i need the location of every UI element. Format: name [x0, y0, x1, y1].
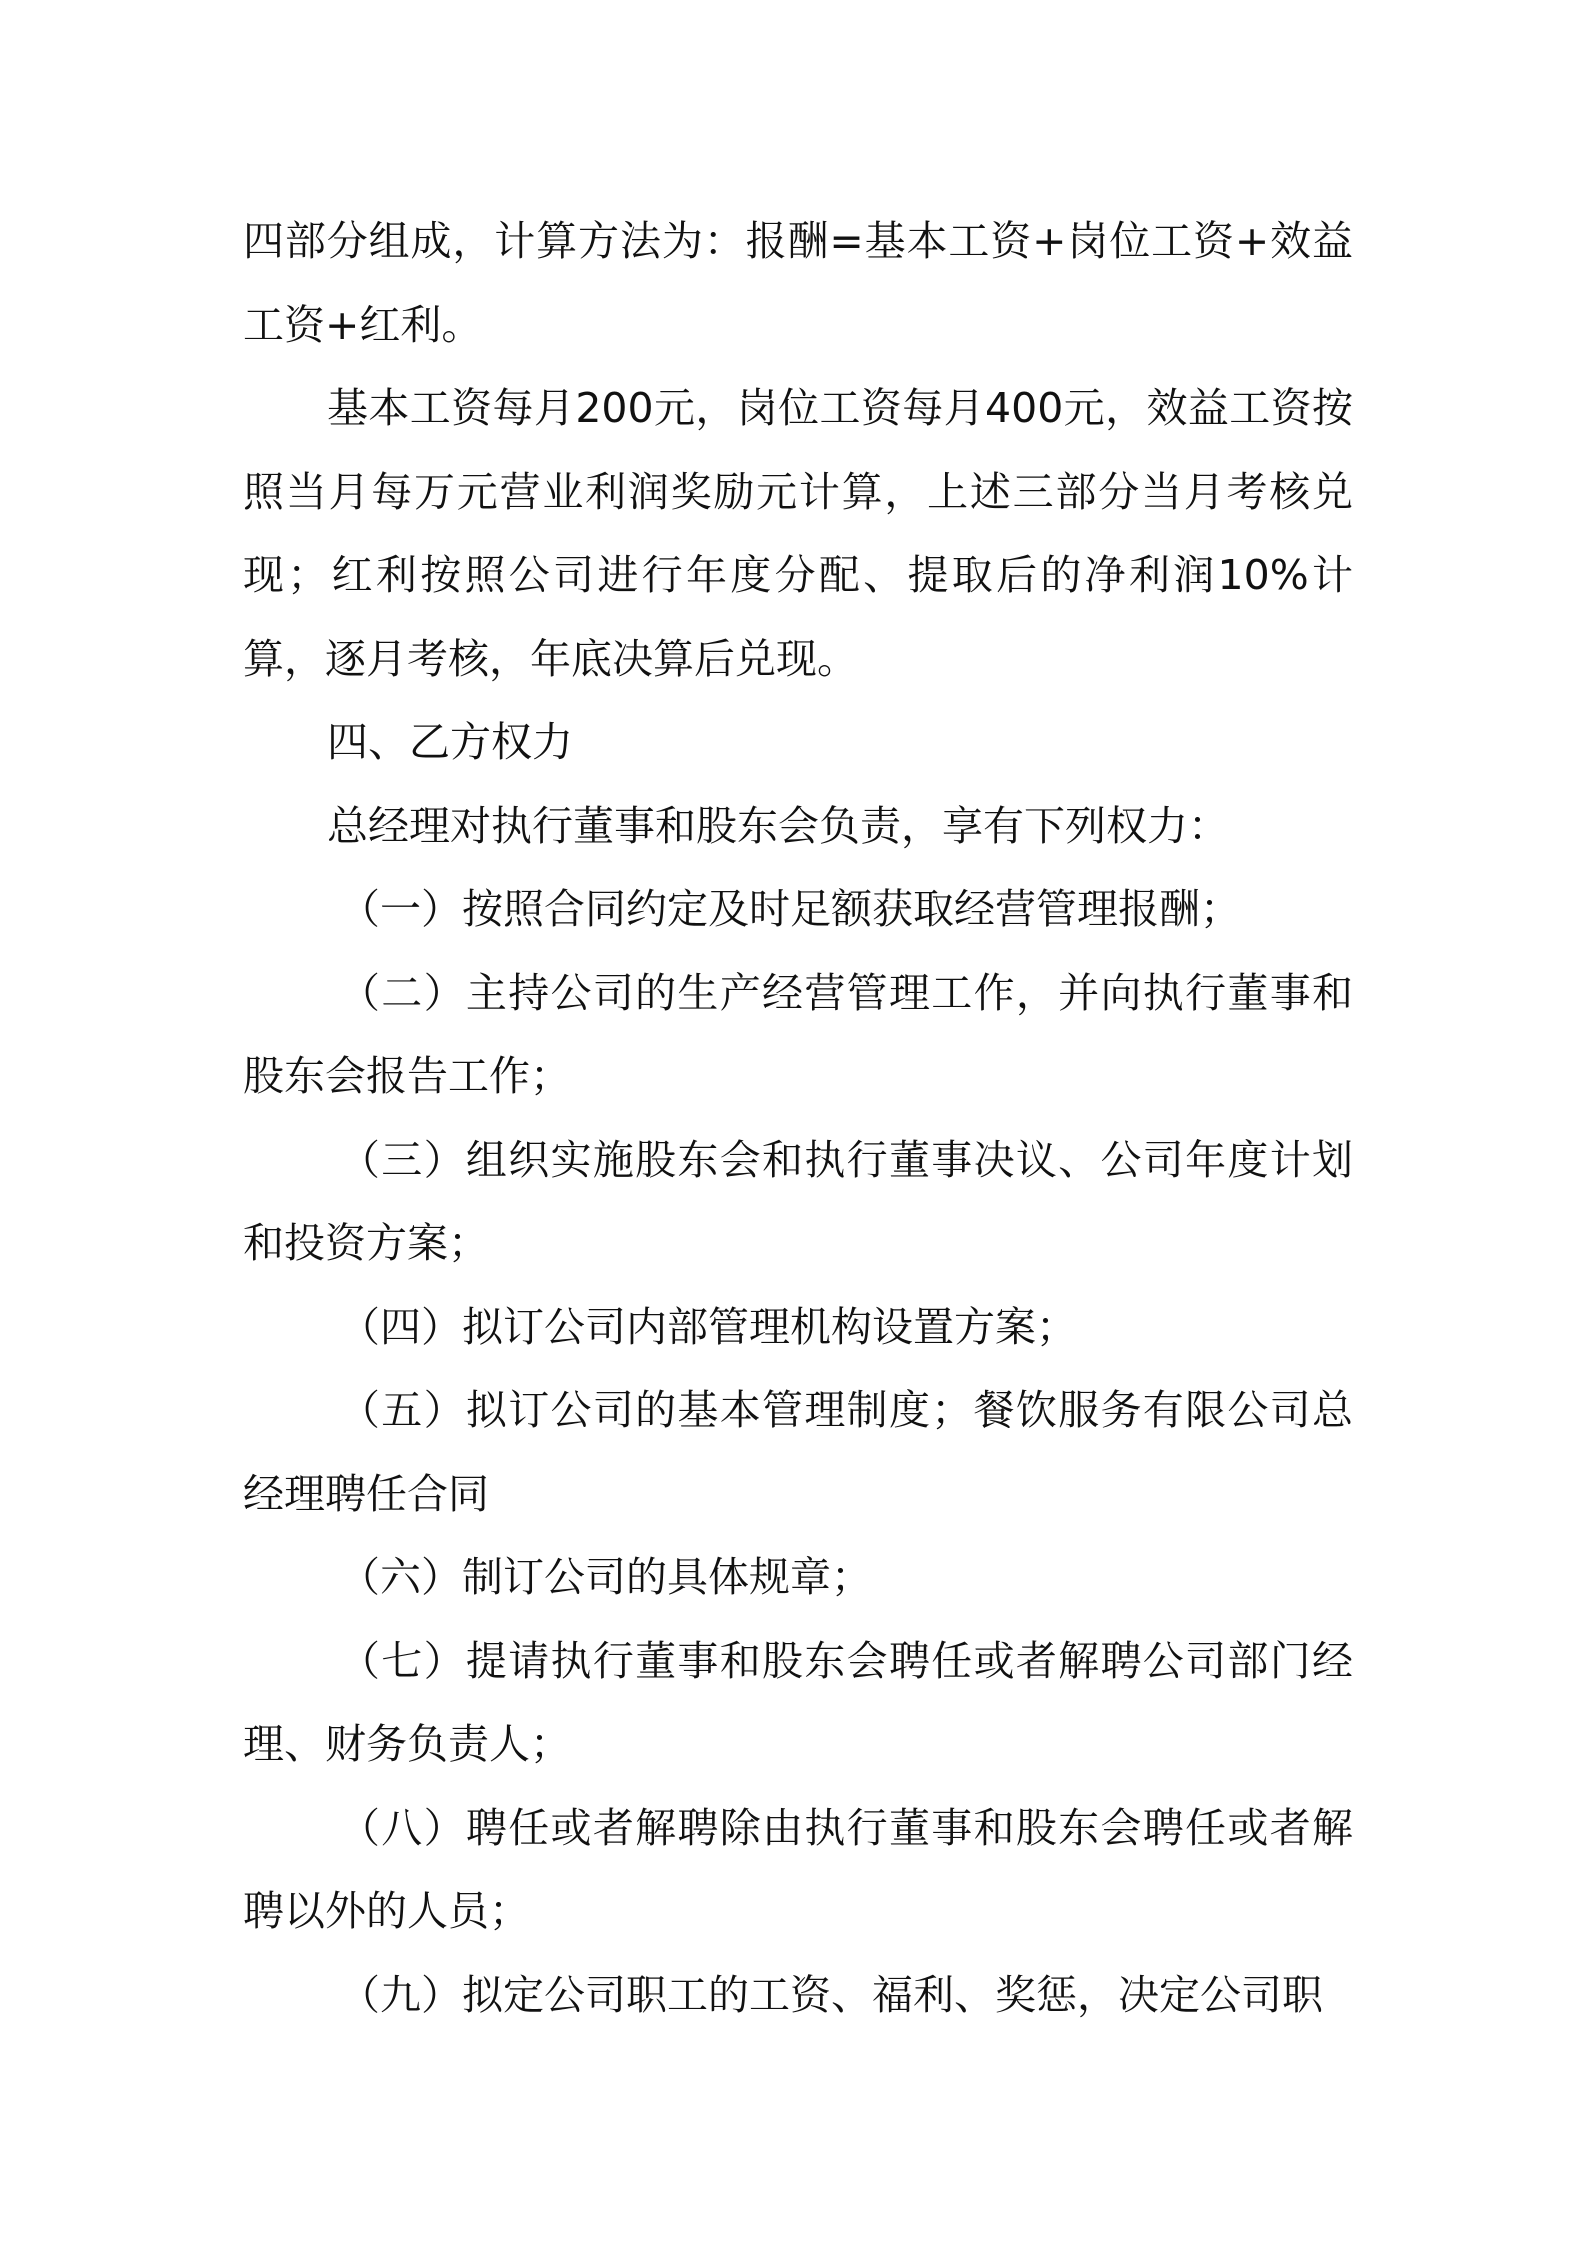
list-item-7: （七）提请执行董事和股东会聘任或者解聘公司部门经理、财务负责人； [243, 1636, 1353, 1768]
paragraph-rights-intro: 总经理对执行董事和股东会负责，享有下列权力： [327, 801, 1229, 850]
list-item-9: （九）拟定公司职工的工资、福利、奖惩，决定公司职 [339, 1970, 1323, 2019]
paragraph-salary-details: 基本工资每月200元，岗位工资每月400元，效益工资按照当月每万元营业利润奖励元计算，上述三部分当月考核兑现；红利按照公司进行年度分配、提取后的净利润10%计算，逐月考核，年底决算后兑现。 [243, 384, 1353, 683]
section-heading-party-b-rights: 四、乙方权力 [327, 718, 573, 766]
list-item-8: （八）聘任或者解聘除由执行董事和股东会聘任或者解聘以外的人员； [243, 1803, 1353, 1935]
list-item-2: （二）主持公司的生产经营管理工作，并向执行董事和股东会报告工作； [243, 968, 1353, 1100]
list-item-3: （三）组织实施股东会和执行董事决议、公司年度计划和投资方案； [243, 1135, 1353, 1267]
list-item-5: （五）拟订公司的基本管理制度；餐饮服务有限公司总经理聘任合同 [243, 1386, 1353, 1518]
list-item-1: （一）按照合同约定及时足额获取经营管理报酬； [339, 885, 1241, 933]
list-item-6: （六）制订公司的具体规章； [339, 1553, 872, 1601]
list-item-4: （四）拟订公司内部管理机构设置方案； [339, 1302, 1077, 1351]
document-body [243, 200, 1353, 2037]
paragraph-compensation-formula: 四部分组成，计算方法为：报酬=基本工资+岗位工资+效益工资+红利。 [243, 217, 1353, 349]
